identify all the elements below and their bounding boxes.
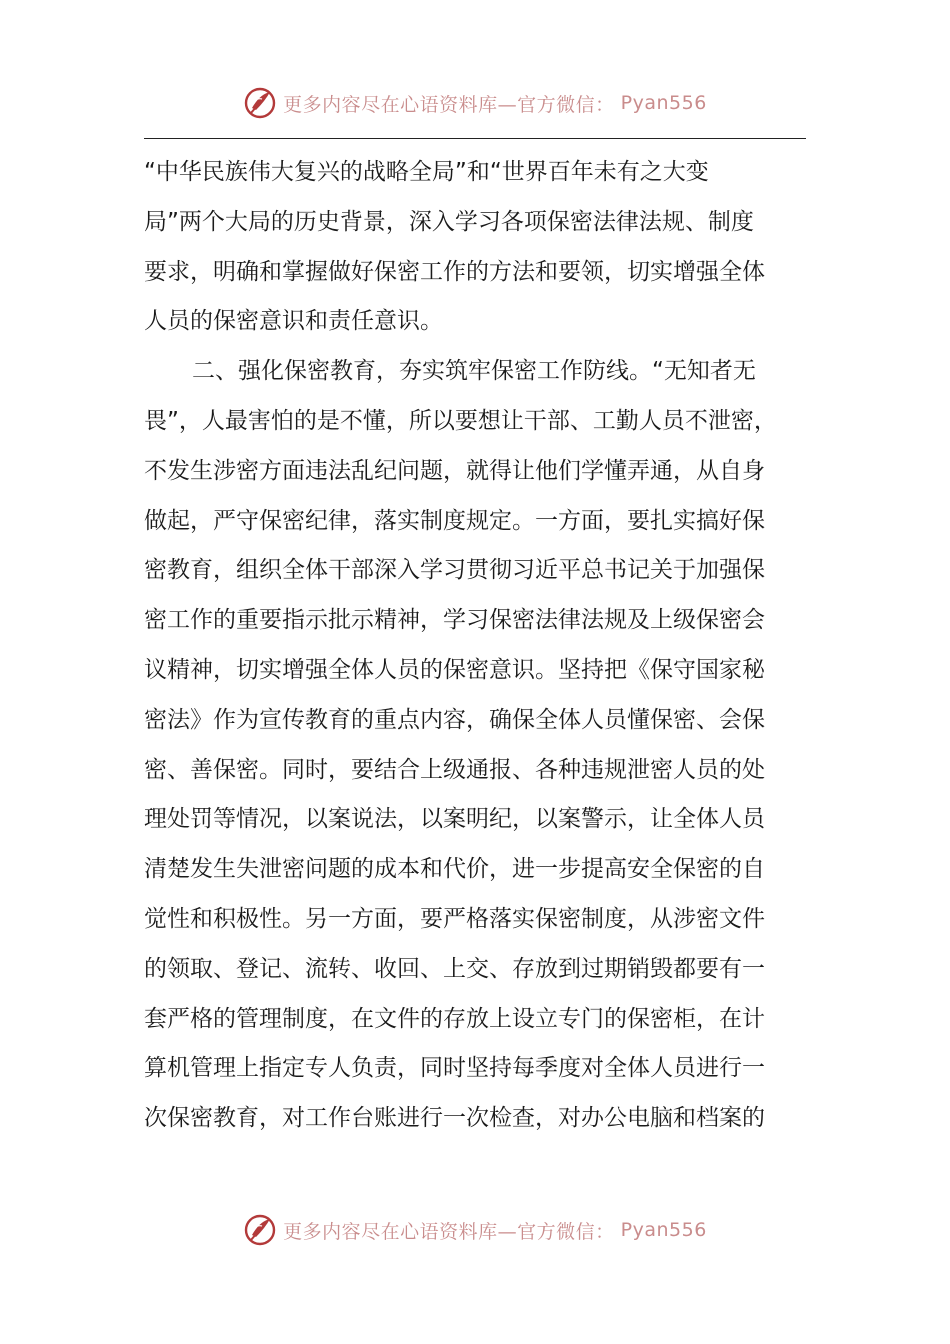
- section-heading-line: 二、强化保密教育，夯实筑牢保密工作防线。“无知者无: [192, 358, 756, 385]
- text-line: 不发生涉密方面违法乱纪问题，就得让他们学懂弄通，从自身: [144, 457, 765, 484]
- text-line: 人员的保密意识和责任意识。: [144, 308, 443, 335]
- text-line: 议精神，切实增强全体人员的保密意识。坚持把《保守国家秘: [144, 656, 765, 683]
- text-line: 要求，明确和掌握做好保密工作的方法和要领，切实增强全体: [144, 258, 765, 285]
- quill-logo-icon: [243, 86, 277, 120]
- text-line: 密、善保密。同时，要结合上级通报、各种违规泄密人员的处: [144, 756, 765, 783]
- text-line: 密工作的重要指示批示精神，学习保密法律法规及上级保密会: [144, 607, 765, 634]
- text-line: 觉性和积极性。另一方面，要严格落实保密制度，从涉密文件: [144, 905, 765, 932]
- header-divider: [144, 138, 806, 139]
- text-line: 套严格的管理制度，在文件的存放上设立专门的保密柜，在计: [144, 1005, 765, 1032]
- text-line: “中华民族伟大复兴的战略全局”和“世界百年未有之大变: [144, 159, 709, 185]
- text-line: 理处罚等情况，以案说法，以案明纪，以案警示，让全体人员: [144, 806, 765, 833]
- text-line: 密法》作为宣传教育的重点内容，确保全体人员懂保密、会保: [144, 706, 765, 733]
- text-line: 算机管理上指定专人负责，同时坚持每季度对全体人员进行一: [144, 1055, 765, 1082]
- quill-logo-icon: [243, 1213, 277, 1247]
- text-line: 清楚发生失泄密问题的成本和代价，进一步提高安全保密的自: [144, 856, 765, 883]
- text-line: 的领取、登记、流转、收回、上交、存放到过期销毁都要有一: [144, 955, 765, 982]
- text-line: 局”两个大局的历史背景，深入学习各项保密法律法规、制度: [144, 208, 754, 235]
- text-line: 做起，严守保密纪律，落实制度规定。一方面，要扎实搞好保: [144, 507, 765, 534]
- text-line: 密教育，组织全体干部深入学习贯彻习近平总书记关于加强保: [144, 557, 765, 584]
- header-watermark-id: Pyan556: [620, 92, 707, 114]
- text-line: 次保密教育，对工作台账进行一次检查，对办公电脑和档案的: [144, 1105, 765, 1132]
- document-body: [144, 148, 806, 1144]
- footer-watermark-id: Pyan556: [620, 1219, 707, 1241]
- footer-watermark-text: 更多内容尽在心语资料库—官方微信：: [283, 1220, 615, 1243]
- footer-watermark: [0, 1213, 950, 1247]
- text-line: 畏”，人最害怕的是不懂，所以要想让干部、工勤人员不泄密，: [144, 407, 777, 434]
- header-watermark: [0, 86, 950, 120]
- header-watermark-text: 更多内容尽在心语资料库—官方微信：: [283, 93, 615, 116]
